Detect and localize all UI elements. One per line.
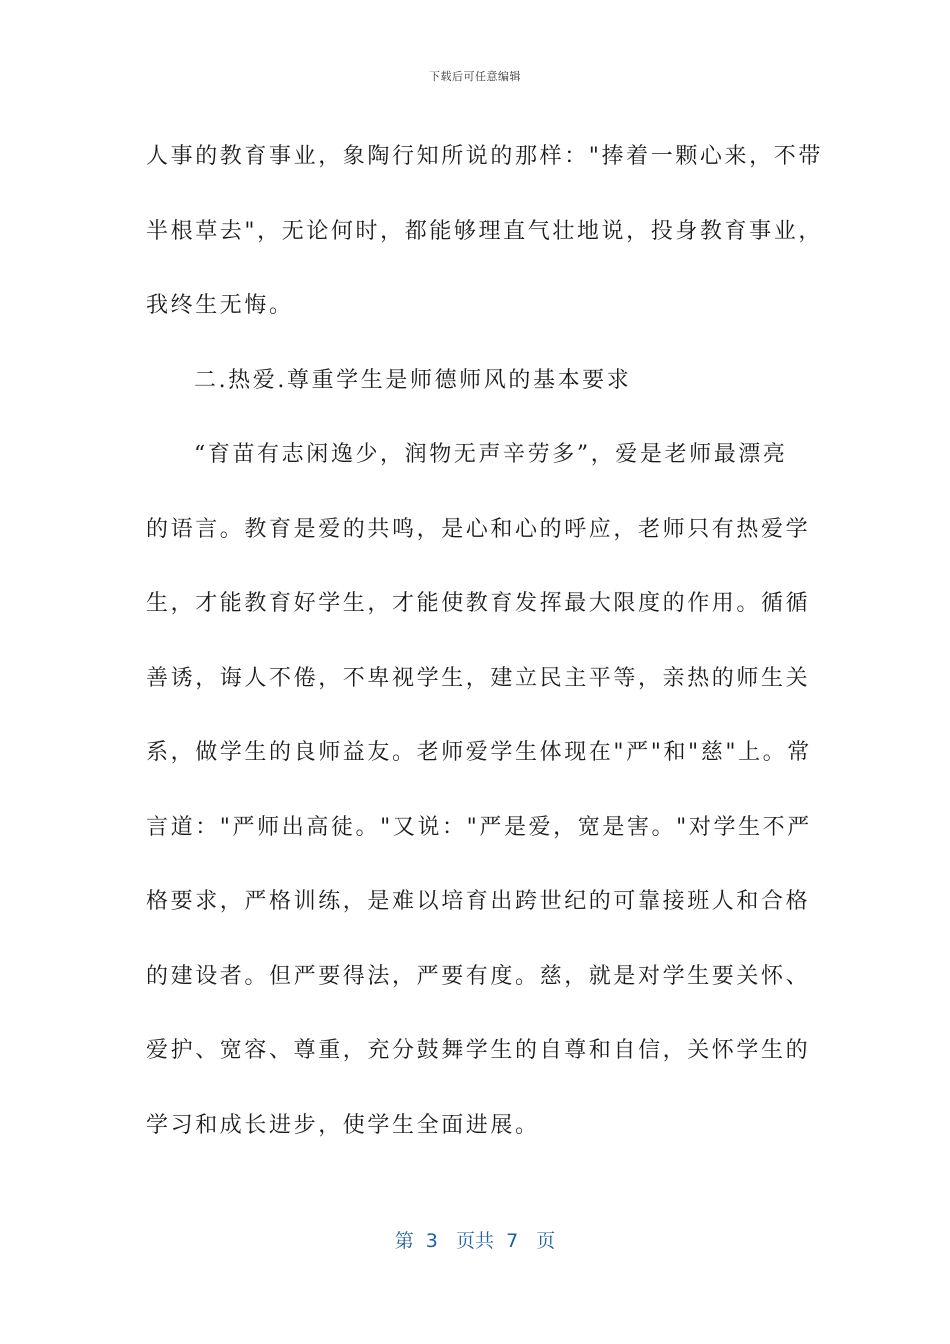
text-line: 的建设者。但严要得法，严要有度。慈，就是对学生要关怀、 [146,963,811,989]
text-line: 人事的教育事业，象陶行知所说的那样："捧着一颗心来，不带 [146,144,823,169]
page-number-footer: 第 3 页共 7 页 [394,1230,556,1252]
text-line: 学习和成长进步，使学生全面进展。 [146,1112,540,1138]
document-body [146,120,823,1163]
page-header: 下载后可任意编辑 [429,70,521,83]
text-line: 格要求，严格训练，是难以培育出跨世纪的可靠接班人和合格 [146,889,811,914]
text-line: 爱护、宽容、尊重，充分鼓舞学生的自尊和自信，关怀学生的 [146,1038,811,1063]
text-line: 善诱，诲人不倦，不卑视学生，建立民主平等，亲热的师生关 [146,665,811,691]
text-line: 系，做学生的良师益友。老师爱学生体现在"严"和"慈"上。常 [146,740,812,765]
text-line: 半根草去"，无论何时，都能够理直气壮地说，投身教育事业， [146,218,823,244]
text-line: 生，才能教育好学生，才能使教育发挥最大限度的作用。循循 [146,591,811,616]
text-line: “育苗有志闲逸少，润物无声辛劳多”，爱是老师最漂亮 [194,442,788,467]
text-line: 我终生无悔。 [146,293,294,318]
text-line: 的语言。教育是爱的共鸣，是心和心的呼应，老师只有热爱学 [146,516,811,542]
text-line: 言道："严师出高徒。"又说："严是爱，宽是害。"对学生不严 [146,814,812,840]
section-heading: 二.热爱.尊重学生是师德师风的基本要求 [194,367,632,393]
